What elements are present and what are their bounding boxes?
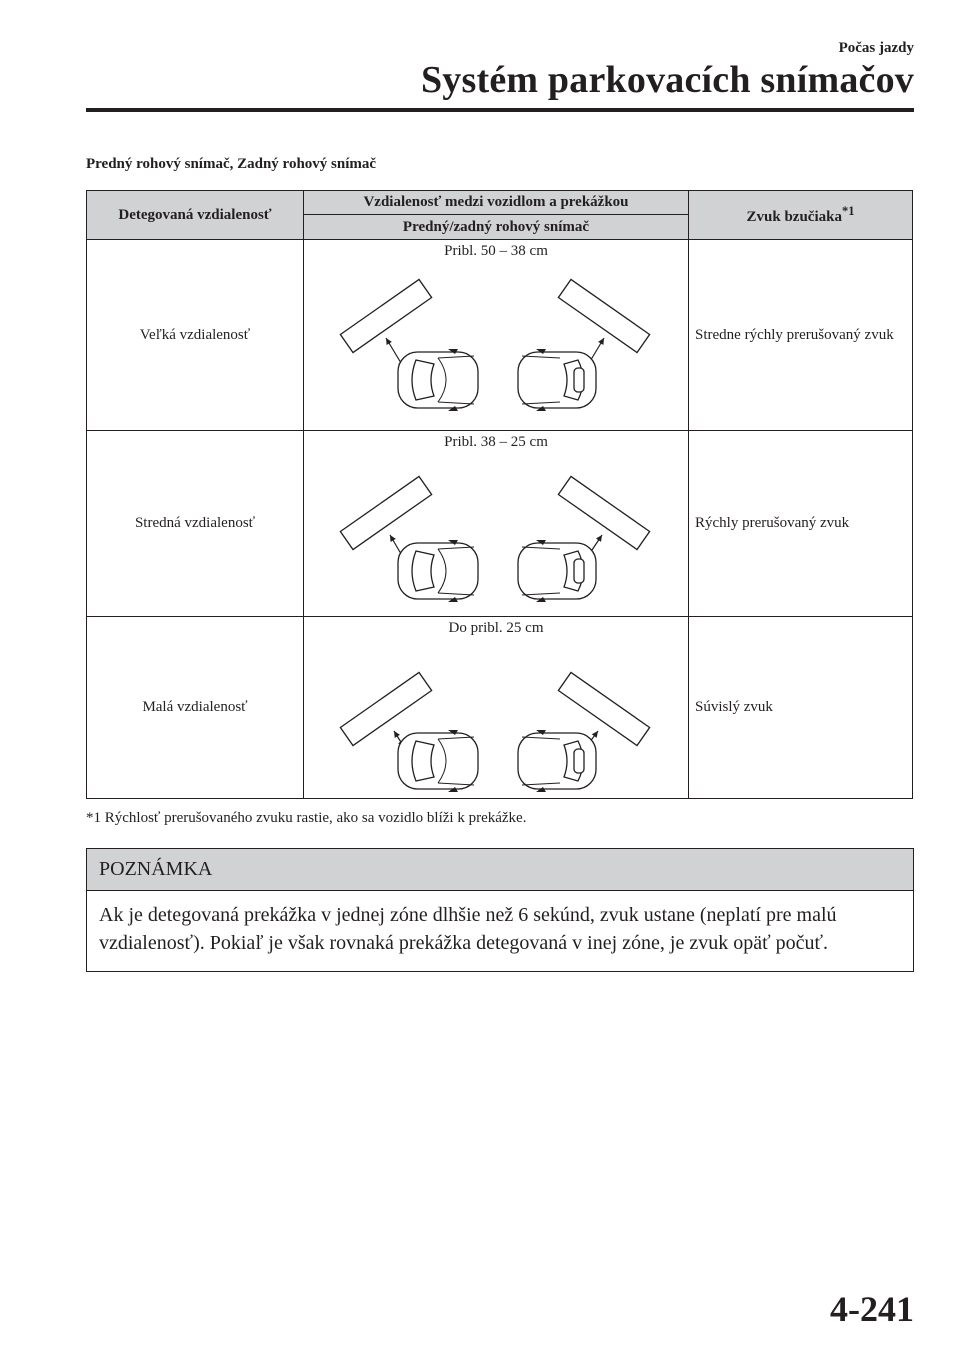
chapter-title: Počas jazdy (838, 40, 914, 56)
front-car-icon (398, 730, 478, 792)
col-distance-subheader: Predný/zadný rohový snímač (304, 215, 689, 240)
range-cell (304, 240, 689, 431)
note-heading: POZNÁMKA (87, 849, 913, 891)
front-car-icon (398, 540, 478, 602)
col-buzzer-header: Zvuk bzučiaka$^{*1}$ (689, 191, 913, 240)
rear-car-icon (518, 730, 596, 792)
detected-distance: Malá vzdialenosť (87, 617, 304, 799)
col-distance-header: Vzdialenosť medzi vozidlom a prekážkou (304, 191, 689, 215)
obstacle-left (340, 476, 431, 549)
detected-distance: Veľká vzdialenosť (87, 240, 304, 431)
range-label: Pribl. 38 – 25 cm (444, 434, 548, 450)
car-diagram (304, 637, 688, 793)
sensor-table (86, 190, 913, 799)
page-title: Systém parkovacích snímačov (420, 59, 914, 101)
col-detected-header: Detegovaná vzdialenosť (87, 191, 304, 240)
note-body: Ak je detegovaná prekážka v jednej zóne dlhšie než 6 sekúnd, zvuk ustane (neplatí pre malú vzdialenosť). Pokiaľ je však rovnaká prekážka detegovaná v inej zóne, je zvuk opäť počuť. (99, 904, 837, 954)
range-label: Do pribl. 25 cm (448, 620, 544, 636)
obstacle-left (340, 279, 431, 352)
car-diagram (304, 451, 688, 609)
range-cell (304, 431, 689, 617)
page-number: 4-241 (830, 1289, 914, 1329)
detected-distance: Stredná vzdialenosť (87, 431, 304, 617)
range-cell (304, 617, 689, 799)
buzzer-sound: Rýchly prerušovaný zvuk (689, 431, 913, 617)
obstacle-right (558, 279, 649, 352)
buzzer-sound: Stredne rýchly prerušovaný zvuk (689, 240, 913, 431)
obstacle-right (558, 476, 649, 549)
rear-car-icon (518, 349, 596, 411)
rear-car-icon (518, 540, 596, 602)
section-subheading: Predný rohový snímač, Zadný rohový snímač (86, 156, 377, 172)
car-diagram (304, 260, 688, 420)
table-row (87, 240, 913, 431)
front-car-icon (398, 349, 478, 411)
header-rule (86, 108, 914, 112)
table-row (87, 617, 913, 799)
range-label: Pribl. 50 – 38 cm (444, 243, 548, 259)
buzzer-sound: Súvislý zvuk (689, 617, 913, 799)
footnote: *1 Rýchlosť prerušovaného zvuku rastie, ako sa vozidlo blíži k prekážke. (86, 810, 527, 826)
table-row (87, 431, 913, 617)
note-box (86, 848, 914, 972)
